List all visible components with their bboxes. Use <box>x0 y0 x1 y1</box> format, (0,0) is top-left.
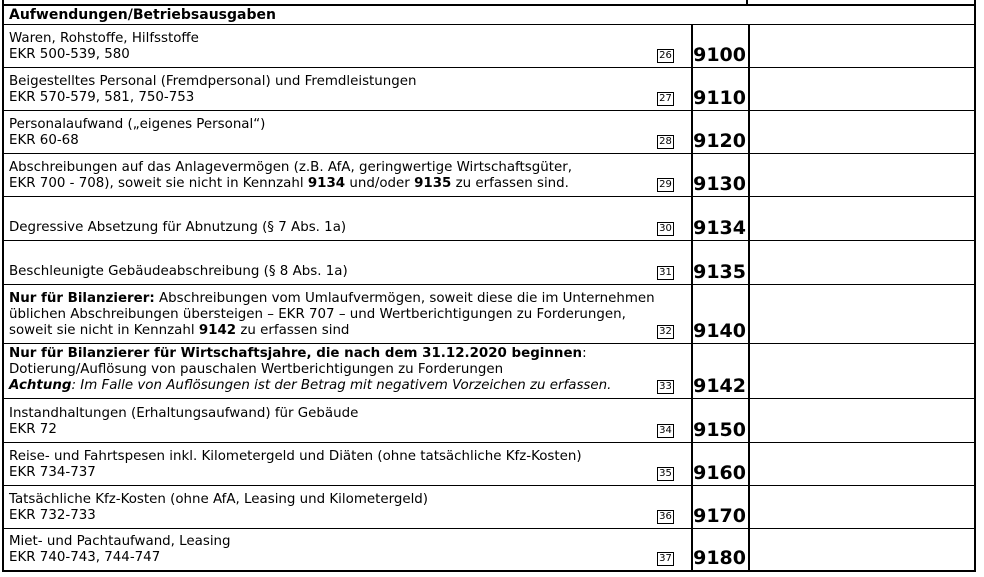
expense-form-table <box>2 0 976 572</box>
code-number: 9142 <box>693 375 746 397</box>
amount-field-9142[interactable] <box>750 344 974 398</box>
row-text-line: Abschreibungen auf das Anlagevermögen (z.B. AfA, geringwertige Wirtschaftsgüter, <box>9 160 572 175</box>
row-description <box>9 160 644 192</box>
amount-field-9120[interactable] <box>750 111 974 153</box>
row-description <box>9 74 644 106</box>
row-text-line: Degressive Absetzung für Abnutzung (§ 7 Abs. 1a) <box>9 220 347 235</box>
row-text-line <box>9 323 644 339</box>
form-row-9135 <box>4 241 974 285</box>
amount-field-9135[interactable] <box>750 241 974 284</box>
kennzahl-box: 26 <box>657 49 674 63</box>
text-part: EKR 700 - 708), soweit sie nicht in Kennzahl <box>9 176 308 191</box>
kennzahl-box: 36 <box>657 510 674 524</box>
row-text-line: Waren, Rohstoffe, Hilfsstoffe <box>9 31 199 46</box>
code-cell <box>691 111 750 153</box>
form-row-9142 <box>4 344 974 399</box>
kennzahl-box: 30 <box>657 222 674 236</box>
kennzahl-ref: 9142 <box>198 323 237 338</box>
kennzahl-box: 37 <box>657 552 674 566</box>
kennzahl-ref: 9135 <box>414 176 452 191</box>
kennzahl-box: 35 <box>657 467 674 481</box>
form-row-9100 <box>4 25 974 68</box>
row-text-line: EKR 732-733 <box>9 508 96 523</box>
warning-label: Achtung <box>9 378 72 393</box>
row-text-line: EKR 570-579, 581, 750-753 <box>9 90 195 105</box>
row-text-line: Dotierung/Auflösung von pauschalen Wertberichtigungen zu Forderungen <box>9 362 504 377</box>
kennzahl-box: 28 <box>657 135 674 149</box>
form-row-9120 <box>4 111 974 154</box>
row-text-line: Tatsächliche Kfz-Kosten (ohne AfA, Leasing und Kilometergeld) <box>9 492 429 507</box>
amount-field-9170[interactable] <box>750 486 974 528</box>
form-row-9160 <box>4 443 974 486</box>
row-description <box>9 220 644 236</box>
row-text-line: Personalaufwand („eigenes Personal“) <box>9 117 266 132</box>
row-text-line: EKR 60-68 <box>9 133 79 148</box>
row-description <box>9 492 644 524</box>
row-description <box>9 449 644 481</box>
kennzahl-box: 33 <box>657 380 674 394</box>
kennzahl-box: 34 <box>657 424 674 438</box>
row-description <box>9 31 644 63</box>
form-row-9170 <box>4 486 974 529</box>
code-number: 9100 <box>693 44 746 66</box>
row-text-line: EKR 734-737 <box>9 465 96 480</box>
amount-field-9180[interactable] <box>750 529 974 570</box>
row-text-line <box>9 176 644 192</box>
code-cell <box>691 241 750 284</box>
section-header: Aufwendungen/Betriebsausgaben <box>4 4 974 25</box>
code-number: 9110 <box>693 87 746 109</box>
row-text-line: Instandhaltungen (Erhaltungsaufwand) für Gebäude <box>9 406 359 421</box>
row-text-line: üblichen Abschreibungen übersteigen – EKR 707 – und Wertberichtigungen zu Forderungen, <box>9 307 626 322</box>
form-row-9130 <box>4 154 974 197</box>
row-description <box>9 264 644 280</box>
text-part: zu erfassen sind <box>236 323 350 338</box>
code-number: 9160 <box>693 462 746 484</box>
row-description <box>9 406 644 438</box>
row-text-line: EKR 72 <box>9 422 57 437</box>
kennzahl-ref: 9134 <box>307 176 346 191</box>
kennzahl-box: 32 <box>657 325 674 339</box>
amount-field-9140[interactable] <box>750 285 974 343</box>
row-text-line: Miet- und Pachtaufwand, Leasing <box>9 534 231 549</box>
code-cell <box>691 25 750 67</box>
code-cell <box>691 68 750 110</box>
form-row-9134 <box>4 197 974 241</box>
code-cell <box>691 285 750 343</box>
amount-field-9100[interactable] <box>750 25 974 67</box>
amount-field-9150[interactable] <box>750 399 974 442</box>
amount-field-9110[interactable] <box>750 68 974 110</box>
row-description <box>9 291 655 339</box>
row-text-line: EKR 740-743, 744-747 <box>9 550 161 565</box>
text-part: Abschreibungen vom Umlaufvermögen, soweit diese die im Unternehmen <box>154 291 655 306</box>
text-part: und/oder <box>345 176 415 191</box>
amount-field-9134[interactable] <box>750 197 974 240</box>
kennzahl-box: 31 <box>657 266 674 280</box>
code-number: 9120 <box>693 130 746 152</box>
bold-text: Nur für Bilanzierer: <box>9 291 155 306</box>
code-number: 9140 <box>693 320 746 342</box>
row-description <box>9 117 644 149</box>
bold-text: Nur für Bilanzierer für Wirtschaftsjahre, die nach dem 31.12.2020 beginnen <box>9 346 583 361</box>
form-row-9110 <box>4 68 974 111</box>
row-text-line: Beigestelltes Personal (Fremdpersonal) und Fremdleistungen <box>9 74 417 89</box>
warning-text: : Im Falle von Auflösungen ist der Betrag mit negativem Vorzeichen zu erfassen. <box>71 378 612 393</box>
kennzahl-box: 27 <box>657 92 674 106</box>
code-number: 9130 <box>693 173 746 195</box>
amount-field-9130[interactable] <box>750 154 974 196</box>
code-number: 9134 <box>693 217 746 239</box>
code-cell <box>691 486 750 528</box>
row-text-line: Reise- und Fahrtspesen inkl. Kilometergeld und Diäten (ohne tatsächliche Kfz-Kosten) <box>9 449 582 464</box>
text-part: : <box>582 346 587 361</box>
form-row-9180 <box>4 529 974 570</box>
code-cell <box>691 443 750 485</box>
row-text-line: EKR 500-539, 580 <box>9 47 130 62</box>
row-description <box>9 534 644 566</box>
code-number: 9135 <box>693 261 746 283</box>
code-number: 9180 <box>693 547 746 569</box>
row-text-line: Beschleunigte Gebäudeabschreibung (§ 8 Abs. 1a) <box>9 264 348 279</box>
code-number: 9170 <box>693 505 746 527</box>
row-text-line <box>9 346 644 362</box>
code-number: 9150 <box>693 419 746 441</box>
form-row-9150 <box>4 399 974 443</box>
row-text-line <box>9 291 655 307</box>
kennzahl-box: 29 <box>657 178 674 192</box>
form-row-9140 <box>4 285 974 344</box>
text-part: soweit sie nicht in Kennzahl <box>9 323 199 338</box>
code-cell <box>691 197 750 240</box>
row-text-line <box>9 378 644 394</box>
text-part: zu erfassen sind. <box>451 176 569 191</box>
code-cell <box>691 344 750 398</box>
code-cell <box>691 399 750 442</box>
row-description <box>9 346 644 394</box>
code-cell <box>691 529 750 570</box>
code-cell <box>691 154 750 196</box>
amount-field-9160[interactable] <box>750 443 974 485</box>
